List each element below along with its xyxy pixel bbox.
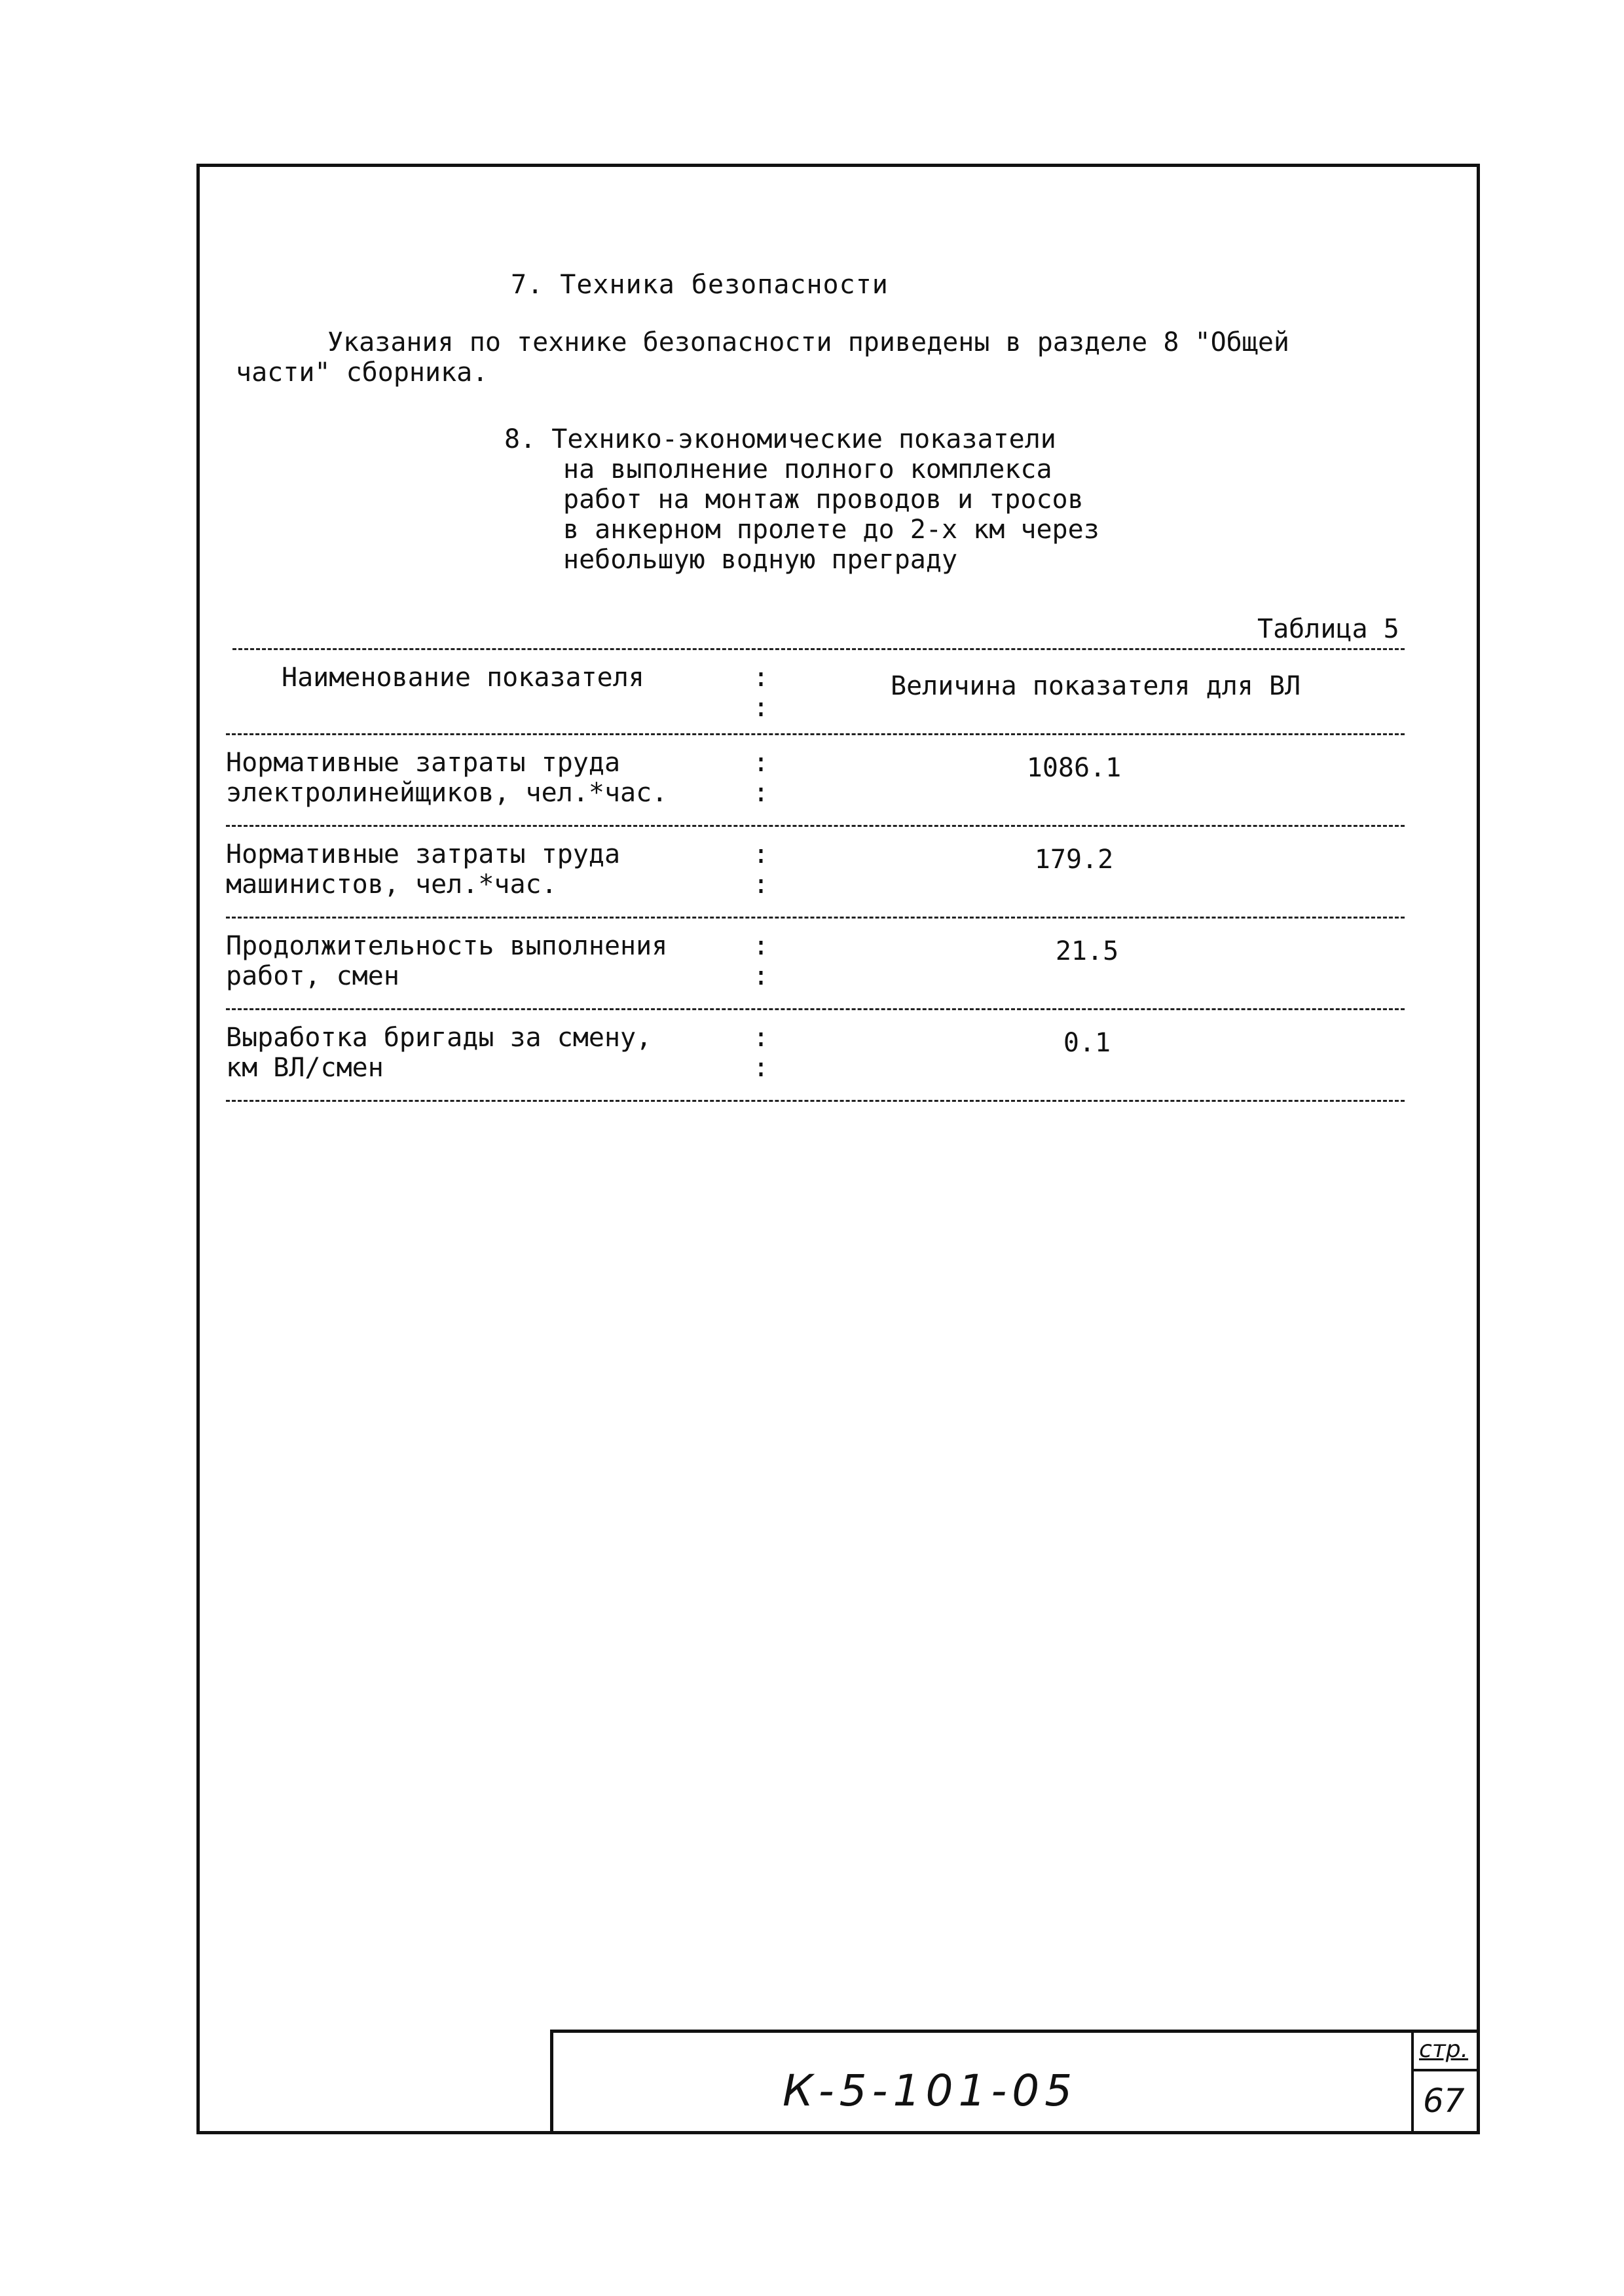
table-row-name <box>226 839 620 900</box>
column-separator: : : <box>753 931 769 991</box>
table-rule <box>232 648 1405 650</box>
table-rule <box>226 825 1405 827</box>
section-7-paragraph <box>236 327 1441 388</box>
table-row-name <box>226 1023 652 1083</box>
table-header-name: Наименование показателя <box>282 663 644 693</box>
heading-line: на выполнение полного комплекса <box>563 454 1052 484</box>
row-name-line-1: Продолжительность выполнения <box>226 931 668 961</box>
row-name-line-1: Выработка бригады за смену, <box>226 1023 652 1053</box>
page-number: 67 <box>1423 2082 1465 2120</box>
row-name-line-2: электролинейщиков, чел.*час. <box>226 778 668 808</box>
table-rule <box>226 917 1405 919</box>
paragraph-line-1: Указания по технике безопасности приведены в разделе 8 "Общей <box>327 327 1290 357</box>
table-row-name <box>226 931 667 991</box>
page-label: стр. <box>1419 2036 1469 2063</box>
column-separator: : : <box>753 839 769 900</box>
section-7-heading: 7. Техника безопасности <box>511 270 889 300</box>
page-box-divider <box>1414 2069 1477 2071</box>
table-rule <box>226 733 1405 735</box>
row-name-line-1: Нормативные затраты труда <box>226 748 621 778</box>
table-row-name <box>226 748 667 808</box>
row-name-line-1: Нормативные затраты труда <box>226 839 621 869</box>
heading-line: 8. Технико-экономические показатели <box>504 424 1056 454</box>
document-code: К-5-101-05 <box>783 2066 1078 2116</box>
section-8-heading <box>504 424 1099 575</box>
page-number-box <box>1411 2030 1477 2134</box>
table-row-value: 1086.1 <box>1026 753 1122 783</box>
row-name-line-2: км ВЛ/смен <box>226 1053 384 1083</box>
paragraph-line-2: части" сборника. <box>236 357 489 388</box>
table-rule <box>226 1008 1405 1010</box>
table-header-value: Величина показателя для ВЛ <box>891 671 1301 701</box>
row-name-line-2: машинистов, чел.*час. <box>226 869 557 900</box>
column-separator: : : <box>753 748 769 808</box>
row-name-line-2: работ, смен <box>226 961 399 991</box>
column-separator: : : <box>753 1023 769 1083</box>
heading-line: работ на монтаж проводов и тросов <box>563 484 1084 515</box>
table-row-value: 0.1 <box>1063 1028 1111 1058</box>
table-caption: Таблица 5 <box>1257 614 1399 644</box>
table-rule <box>226 1100 1405 1102</box>
column-separator: : : <box>753 663 769 723</box>
heading-line: в анкерном пролете до 2-х км через <box>563 515 1099 545</box>
table-row-value: 179.2 <box>1034 845 1114 875</box>
table-row-value: 21.5 <box>1055 936 1119 966</box>
heading-line: небольшую водную преграду <box>563 545 958 575</box>
